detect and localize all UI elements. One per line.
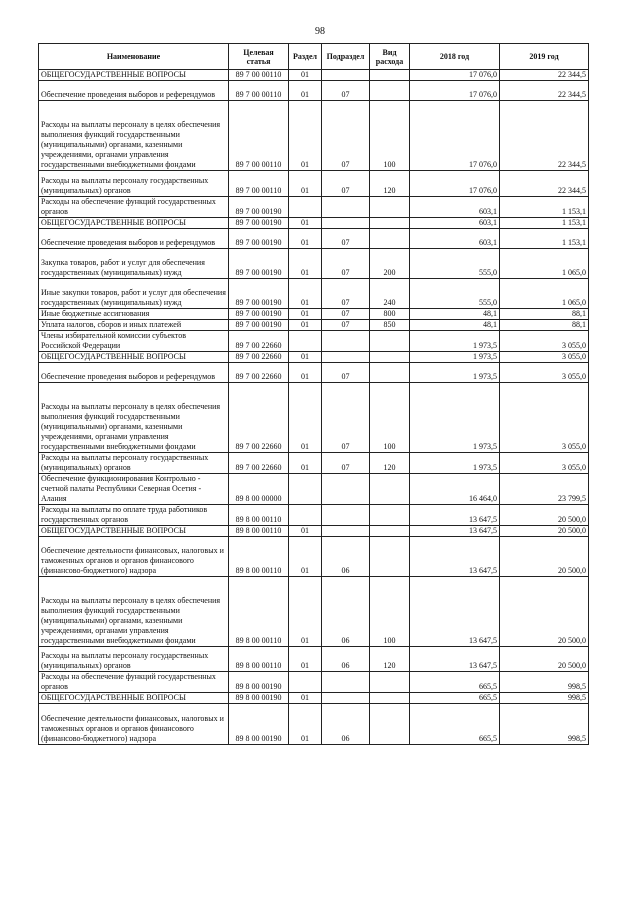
row-amount-2019: 3 055,0 [500, 352, 589, 363]
row-amount-2019: 22 344,5 [500, 171, 589, 197]
row-code: 89 7 00 00110 [229, 81, 289, 101]
row-subsection: 06 [322, 577, 370, 647]
table-row [39, 704, 589, 745]
table-row [39, 383, 589, 453]
row-code: 89 7 00 22660 [229, 453, 289, 474]
row-type [370, 229, 410, 249]
table-row [39, 249, 589, 279]
row-name: Закупка товаров, работ и услуг для обеспечения государственных (муниципальных) нужд [39, 249, 229, 279]
budget-table [38, 43, 589, 745]
row-section [289, 672, 322, 693]
header-name: Наименование [39, 44, 229, 70]
row-amount-2019: 998,5 [500, 672, 589, 693]
row-type [370, 474, 410, 505]
row-type: 100 [370, 101, 410, 171]
table-row [39, 453, 589, 474]
row-code: 89 8 00 00000 [229, 474, 289, 505]
table-row [39, 320, 589, 331]
row-subsection [322, 352, 370, 363]
row-section: 01 [289, 383, 322, 453]
row-type [370, 218, 410, 229]
table-row [39, 229, 589, 249]
row-amount-2018: 16 464,0 [410, 474, 500, 505]
row-type: 850 [370, 320, 410, 331]
row-type [370, 363, 410, 383]
row-name: Уплата налогов, сборов и иных платежей [39, 320, 229, 331]
row-amount-2019: 20 500,0 [500, 526, 589, 537]
row-subsection: 07 [322, 309, 370, 320]
row-amount-2018: 17 076,0 [410, 70, 500, 81]
row-code: 89 7 00 22660 [229, 383, 289, 453]
header-subsection: Подраздел [322, 44, 370, 70]
row-section [289, 197, 322, 218]
row-amount-2019: 22 344,5 [500, 81, 589, 101]
row-section: 01 [289, 352, 322, 363]
row-amount-2018: 17 076,0 [410, 81, 500, 101]
table-row [39, 331, 589, 352]
row-type: 120 [370, 647, 410, 672]
row-section: 01 [289, 453, 322, 474]
row-name: Расходы на выплаты персоналу государственных (муниципальных) органов [39, 647, 229, 672]
row-amount-2018: 1 973,5 [410, 383, 500, 453]
row-code: 89 8 00 00190 [229, 672, 289, 693]
row-code: 89 7 00 00190 [229, 218, 289, 229]
row-name: ОБЩЕГОСУДАРСТВЕННЫЕ ВОПРОСЫ [39, 70, 229, 81]
table-row [39, 352, 589, 363]
row-subsection: 07 [322, 383, 370, 453]
row-amount-2019: 3 055,0 [500, 363, 589, 383]
row-amount-2018: 48,1 [410, 320, 500, 331]
row-type: 800 [370, 309, 410, 320]
row-section: 01 [289, 320, 322, 331]
row-amount-2019: 88,1 [500, 309, 589, 320]
row-amount-2019: 23 799,5 [500, 474, 589, 505]
row-section: 01 [289, 704, 322, 745]
row-name: Расходы на выплаты персоналу государственных (муниципальных) органов [39, 171, 229, 197]
row-type [370, 537, 410, 577]
row-name: Члены избирательной комиссии субъектов Российской Федерации [39, 331, 229, 352]
table-row [39, 101, 589, 171]
row-amount-2018: 48,1 [410, 309, 500, 320]
row-subsection [322, 218, 370, 229]
row-amount-2019: 1 153,1 [500, 197, 589, 218]
row-type: 240 [370, 279, 410, 309]
row-name: Расходы на обеспечение функций государственных органов [39, 197, 229, 218]
row-amount-2019: 1 153,1 [500, 229, 589, 249]
row-amount-2019: 3 055,0 [500, 453, 589, 474]
row-name: Расходы на выплаты персоналу в целях обеспечения выполнения функций государственными (муниципальными) органами, казенными учреждениями, органами управления государственными внебюджетными фондами [39, 577, 229, 647]
row-section [289, 331, 322, 352]
row-amount-2018: 1 973,5 [410, 352, 500, 363]
row-subsection: 07 [322, 229, 370, 249]
row-type [370, 704, 410, 745]
row-section [289, 474, 322, 505]
row-type [370, 693, 410, 704]
row-amount-2018: 555,0 [410, 249, 500, 279]
row-subsection: 07 [322, 81, 370, 101]
row-section: 01 [289, 577, 322, 647]
row-amount-2018: 665,5 [410, 672, 500, 693]
row-subsection: 07 [322, 320, 370, 331]
header-type: Вид расхода [370, 44, 410, 70]
row-amount-2019: 3 055,0 [500, 331, 589, 352]
table-row [39, 526, 589, 537]
row-amount-2018: 665,5 [410, 693, 500, 704]
table-row [39, 537, 589, 577]
row-amount-2018: 665,5 [410, 704, 500, 745]
row-name: Расходы на обеспечение функций государственных органов [39, 672, 229, 693]
row-section: 01 [289, 171, 322, 197]
row-amount-2018: 1 973,5 [410, 453, 500, 474]
row-code: 89 7 00 00190 [229, 197, 289, 218]
row-amount-2018: 13 647,5 [410, 647, 500, 672]
row-section: 01 [289, 693, 322, 704]
row-code: 89 7 00 00190 [229, 279, 289, 309]
row-code: 89 8 00 00110 [229, 647, 289, 672]
row-amount-2019: 22 344,5 [500, 70, 589, 81]
table-header-row [39, 44, 589, 70]
row-name: ОБЩЕГОСУДАРСТВЕННЫЕ ВОПРОСЫ [39, 693, 229, 704]
row-amount-2018: 13 647,5 [410, 526, 500, 537]
header-code: Целевая статья [229, 44, 289, 70]
row-subsection [322, 672, 370, 693]
row-amount-2019: 998,5 [500, 704, 589, 745]
row-amount-2018: 17 076,0 [410, 171, 500, 197]
row-type: 100 [370, 383, 410, 453]
row-amount-2019: 998,5 [500, 693, 589, 704]
page-number: 98 [315, 26, 325, 37]
row-section: 01 [289, 363, 322, 383]
table-row [39, 197, 589, 218]
row-code: 89 7 00 00110 [229, 101, 289, 171]
row-amount-2019: 20 500,0 [500, 647, 589, 672]
row-name: ОБЩЕГОСУДАРСТВЕННЫЕ ВОПРОСЫ [39, 218, 229, 229]
row-amount-2019: 22 344,5 [500, 101, 589, 171]
table-row [39, 672, 589, 693]
row-section: 01 [289, 279, 322, 309]
row-amount-2018: 603,1 [410, 229, 500, 249]
row-type [370, 70, 410, 81]
row-code: 89 7 00 22660 [229, 363, 289, 383]
row-section: 01 [289, 101, 322, 171]
row-subsection [322, 197, 370, 218]
row-section: 01 [289, 526, 322, 537]
row-subsection: 06 [322, 704, 370, 745]
row-amount-2019: 1 153,1 [500, 218, 589, 229]
row-amount-2018: 13 647,5 [410, 505, 500, 526]
row-amount-2018: 1 973,5 [410, 363, 500, 383]
table-row [39, 309, 589, 320]
row-amount-2018: 13 647,5 [410, 577, 500, 647]
row-subsection [322, 331, 370, 352]
row-section: 01 [289, 70, 322, 81]
row-subsection: 07 [322, 453, 370, 474]
row-type: 100 [370, 577, 410, 647]
row-subsection: 07 [322, 363, 370, 383]
row-name: Расходы на выплаты персоналу в целях обеспечения выполнения функций государственными (муниципальными) органами, казенными учреждениями, органами управления государственными внебюджетными фондами [39, 383, 229, 453]
table-row [39, 81, 589, 101]
table-row [39, 505, 589, 526]
table-row [39, 171, 589, 197]
table-row [39, 693, 589, 704]
row-subsection: 07 [322, 279, 370, 309]
row-code: 89 7 00 00190 [229, 249, 289, 279]
row-name: Обеспечение проведения выборов и референдумов [39, 363, 229, 383]
row-section: 01 [289, 81, 322, 101]
row-type [370, 197, 410, 218]
row-amount-2018: 1 973,5 [410, 331, 500, 352]
row-amount-2018: 555,0 [410, 279, 500, 309]
row-amount-2018: 603,1 [410, 218, 500, 229]
row-subsection [322, 526, 370, 537]
row-amount-2019: 20 500,0 [500, 537, 589, 577]
row-subsection [322, 505, 370, 526]
row-code: 89 7 00 00110 [229, 171, 289, 197]
row-name: Расходы на выплаты персоналу государственных (муниципальных) органов [39, 453, 229, 474]
row-name: Обеспечение деятельности финансовых, налоговых и таможенных органов и органов финансового (финансово-бюджетного) надзора [39, 704, 229, 745]
row-section [289, 505, 322, 526]
row-amount-2018: 17 076,0 [410, 101, 500, 171]
row-code: 89 7 00 00110 [229, 70, 289, 81]
table-row [39, 363, 589, 383]
row-subsection: 06 [322, 647, 370, 672]
row-code: 89 8 00 00110 [229, 505, 289, 526]
row-subsection: 06 [322, 537, 370, 577]
row-subsection [322, 70, 370, 81]
row-amount-2019: 20 500,0 [500, 505, 589, 526]
row-type [370, 331, 410, 352]
row-code: 89 8 00 00190 [229, 704, 289, 745]
table-row [39, 279, 589, 309]
header-section: Раздел [289, 44, 322, 70]
row-type: 120 [370, 453, 410, 474]
row-name: Обеспечение проведения выборов и референдумов [39, 81, 229, 101]
header-2019: 2019 год [500, 44, 589, 70]
row-name: Иные закупки товаров, работ и услуг для обеспечения государственных (муниципальных) нужд [39, 279, 229, 309]
row-code: 89 8 00 00110 [229, 526, 289, 537]
row-code: 89 7 00 00190 [229, 309, 289, 320]
row-type [370, 505, 410, 526]
row-name: Расходы на выплаты персоналу в целях обеспечения выполнения функций государственными (муниципальными) органами, казенными учреждениями, органами управления государственными внебюджетными фондами [39, 101, 229, 171]
row-code: 89 8 00 00190 [229, 693, 289, 704]
row-section: 01 [289, 647, 322, 672]
row-section: 01 [289, 537, 322, 577]
row-section: 01 [289, 249, 322, 279]
row-type: 200 [370, 249, 410, 279]
table-row [39, 474, 589, 505]
row-name: Расходы на выплаты по оплате труда работников государственных органов [39, 505, 229, 526]
row-amount-2018: 603,1 [410, 197, 500, 218]
row-subsection: 07 [322, 101, 370, 171]
table-row [39, 70, 589, 81]
row-section: 01 [289, 229, 322, 249]
table-row [39, 577, 589, 647]
row-amount-2019: 20 500,0 [500, 577, 589, 647]
row-amount-2019: 1 065,0 [500, 249, 589, 279]
row-code: 89 7 00 00190 [229, 229, 289, 249]
row-section: 01 [289, 218, 322, 229]
header-2018: 2018 год [410, 44, 500, 70]
row-code: 89 8 00 00110 [229, 537, 289, 577]
row-subsection [322, 474, 370, 505]
row-code: 89 7 00 00190 [229, 320, 289, 331]
row-type [370, 81, 410, 101]
table-body [39, 70, 589, 745]
row-code: 89 7 00 22660 [229, 352, 289, 363]
row-type: 120 [370, 171, 410, 197]
row-name: Обеспечение функционирования Контрольно - счетной палаты Республики Северная Осетия - Алания [39, 474, 229, 505]
row-code: 89 7 00 22660 [229, 331, 289, 352]
row-code: 89 8 00 00110 [229, 577, 289, 647]
row-subsection: 07 [322, 171, 370, 197]
row-section: 01 [289, 309, 322, 320]
row-name: Обеспечение деятельности финансовых, налоговых и таможенных органов и органов финансового (финансово-бюджетного) надзора [39, 537, 229, 577]
row-amount-2019: 1 065,0 [500, 279, 589, 309]
row-name: Обеспечение проведения выборов и референдумов [39, 229, 229, 249]
table-row [39, 218, 589, 229]
row-amount-2019: 88,1 [500, 320, 589, 331]
row-name: Иные бюджетные ассигнования [39, 309, 229, 320]
row-amount-2019: 3 055,0 [500, 383, 589, 453]
row-amount-2018: 13 647,5 [410, 537, 500, 577]
row-type [370, 672, 410, 693]
row-type [370, 352, 410, 363]
row-subsection [322, 693, 370, 704]
row-type [370, 526, 410, 537]
row-name: ОБЩЕГОСУДАРСТВЕННЫЕ ВОПРОСЫ [39, 526, 229, 537]
row-name: ОБЩЕГОСУДАРСТВЕННЫЕ ВОПРОСЫ [39, 352, 229, 363]
table-row [39, 647, 589, 672]
row-subsection: 07 [322, 249, 370, 279]
